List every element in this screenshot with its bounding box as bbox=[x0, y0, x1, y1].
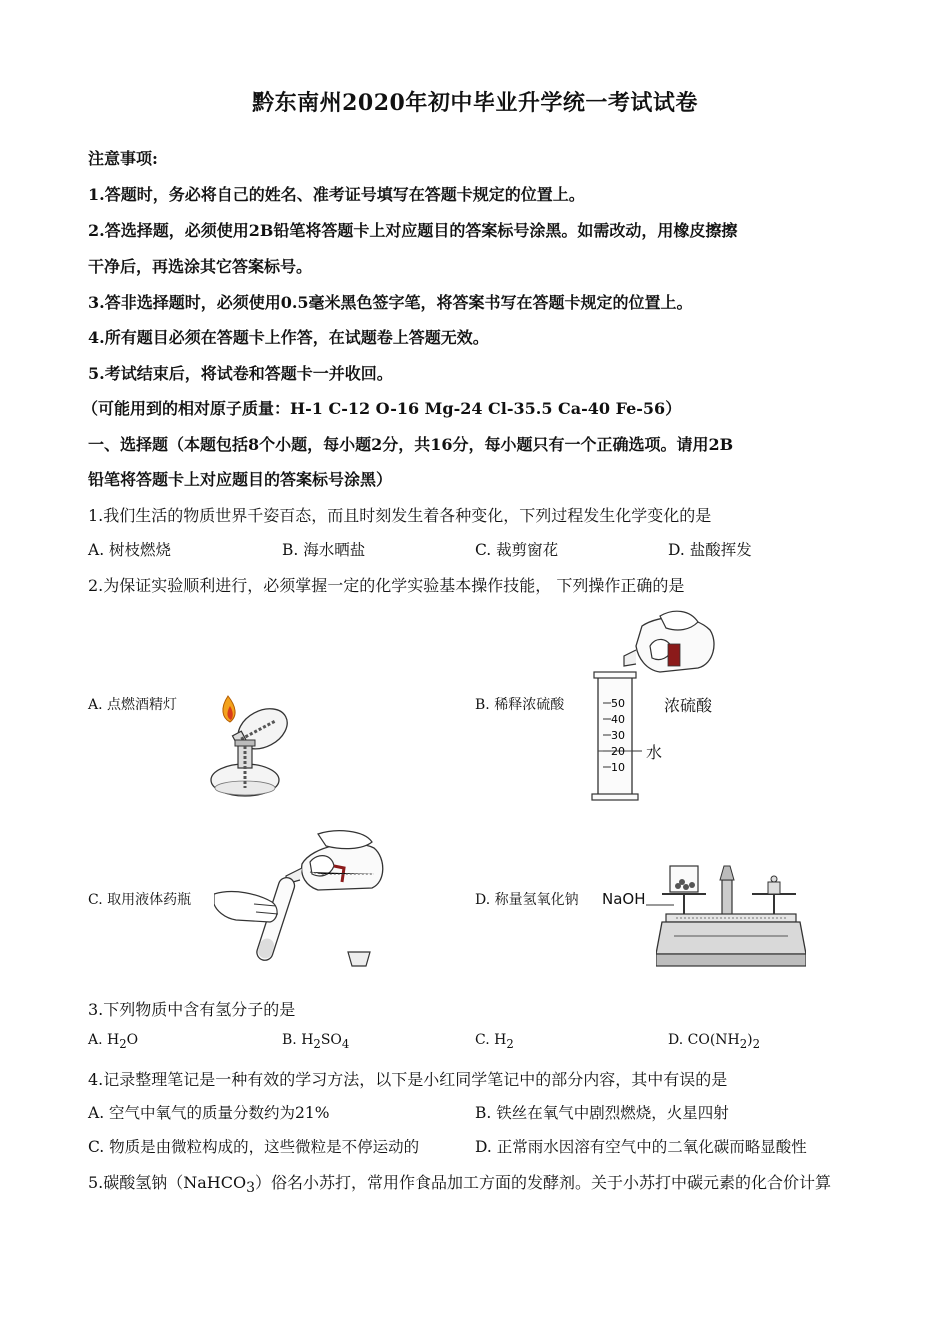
q3-stem: 3.下列物质中含有氢分子的是 bbox=[88, 1000, 296, 1019]
alcohol-lamp-figure bbox=[190, 688, 300, 800]
q1-option-d: D. 盐酸挥发 bbox=[668, 541, 752, 559]
q1-option-a: A. 树枝燃烧 bbox=[88, 541, 172, 559]
q4-stem: 4.记录整理笔记是一种有效的学习方法，以下是小红同学笔记中的部分内容，其中有误的是 bbox=[88, 1070, 728, 1089]
cylinder-tick-40: 40 bbox=[611, 713, 625, 726]
notice-item-4: 4.所有题目必须在答题卡上作答，在试题卷上答题无效。 bbox=[88, 328, 489, 347]
q1-stem: 1.我们生活的物质世界千姿百态，而且时刻发生着各种变化，下列过程发生化学变化的是 bbox=[88, 506, 712, 525]
q3-option-d: D. $CO(NH_2)_2$ bbox=[668, 1032, 761, 1051]
q3-option-b: B. $H_2SO_4$ bbox=[282, 1032, 350, 1051]
cylinder-tick-50: 50 bbox=[611, 697, 625, 710]
pouring-liquid-figure bbox=[214, 828, 394, 968]
notice-item-1: 1.答题时，务必将自己的姓名、准考证号填写在答题卡规定的位置上。 bbox=[88, 185, 585, 204]
acid-label: 浓硫酸 bbox=[664, 696, 713, 715]
q2-option-a: A. 点燃酒精灯 bbox=[88, 697, 178, 713]
naoh-label: NaOH bbox=[602, 890, 646, 908]
balance-figure bbox=[656, 854, 806, 970]
water-label: 水 bbox=[646, 743, 663, 762]
q4-option-a: A. 空气中氧气的质量分数约为21% bbox=[88, 1104, 330, 1122]
notice-item-2: 2.答选择题，必须使用2B铅笔将答题卡上对应题目的答案标号涂黑。如需改动，用橡皮擦擦 bbox=[88, 221, 738, 240]
notice-item-5: 5.考试结束后，将试卷和答题卡一并收回。 bbox=[88, 364, 393, 383]
q2-option-c: C. 取用液体药瓶 bbox=[88, 892, 192, 908]
naoh-leader-line bbox=[646, 902, 674, 908]
notice-item-3: 3.答非选择题时，必须使用0.5毫米黑色签字笔，将答案书写在答题卡规定的位置上。 bbox=[88, 293, 693, 312]
cylinder-tick-20: 20 bbox=[611, 745, 625, 758]
q1-option-b: B. 海水晒盐 bbox=[282, 541, 366, 559]
atomic-masses: （可能用到的相对原子质量：H-1 C-12 O-16 Mg-24 Cl-35.5 Ca-40 Fe-56） bbox=[82, 399, 682, 418]
q4-option-b: B. 铁丝在氧气中剧烈燃烧，火星四射 bbox=[475, 1104, 729, 1122]
q5-stem: 5.碳酸氢钠（NaHCO$_3$）俗名小苏打，常用作食品加工方面的发酵剂。关于小苏打中碳元素的化合价计算 bbox=[88, 1173, 832, 1197]
section-heading: 一、选择题（本题包括8个小题，每小题2分，共16分，每小题只有一个正确选项。请用2B bbox=[88, 435, 734, 454]
section-heading-cont: 铅笔将答题卡上对应题目的答案标号涂黑） bbox=[88, 470, 393, 489]
q3-option-a: A. $H_2O$ bbox=[88, 1032, 139, 1051]
q2-option-d: D. 称量氢氧化钠 bbox=[475, 892, 579, 908]
q2-stem: 2.为保证实验顺利进行，必须掌握一定的化学实验基本操作技能， 下列操作正确的是 bbox=[88, 576, 685, 595]
notice-item-2-cont: 干净后，再选涂其它答案标号。 bbox=[88, 257, 313, 276]
q1-option-c: C. 裁剪窗花 bbox=[475, 541, 559, 559]
notice-heading: 注意事项: bbox=[88, 149, 158, 168]
q4-option-c: C. 物质是由微粒构成的，这些微粒是不停运动的 bbox=[88, 1138, 420, 1156]
cylinder-tick-10: 10 bbox=[611, 761, 625, 774]
page-title: 黔东南州2020年初中毕业升学统一考试试卷 bbox=[252, 90, 698, 116]
cylinder-tick-30: 30 bbox=[611, 729, 625, 742]
q3-option-c: C. $H_2$ bbox=[475, 1032, 514, 1051]
q4-option-d: D. 正常雨水因溶有空气中的二氧化碳而略显酸性 bbox=[475, 1138, 807, 1156]
q2-option-b: B. 稀释浓硫酸 bbox=[475, 697, 565, 713]
